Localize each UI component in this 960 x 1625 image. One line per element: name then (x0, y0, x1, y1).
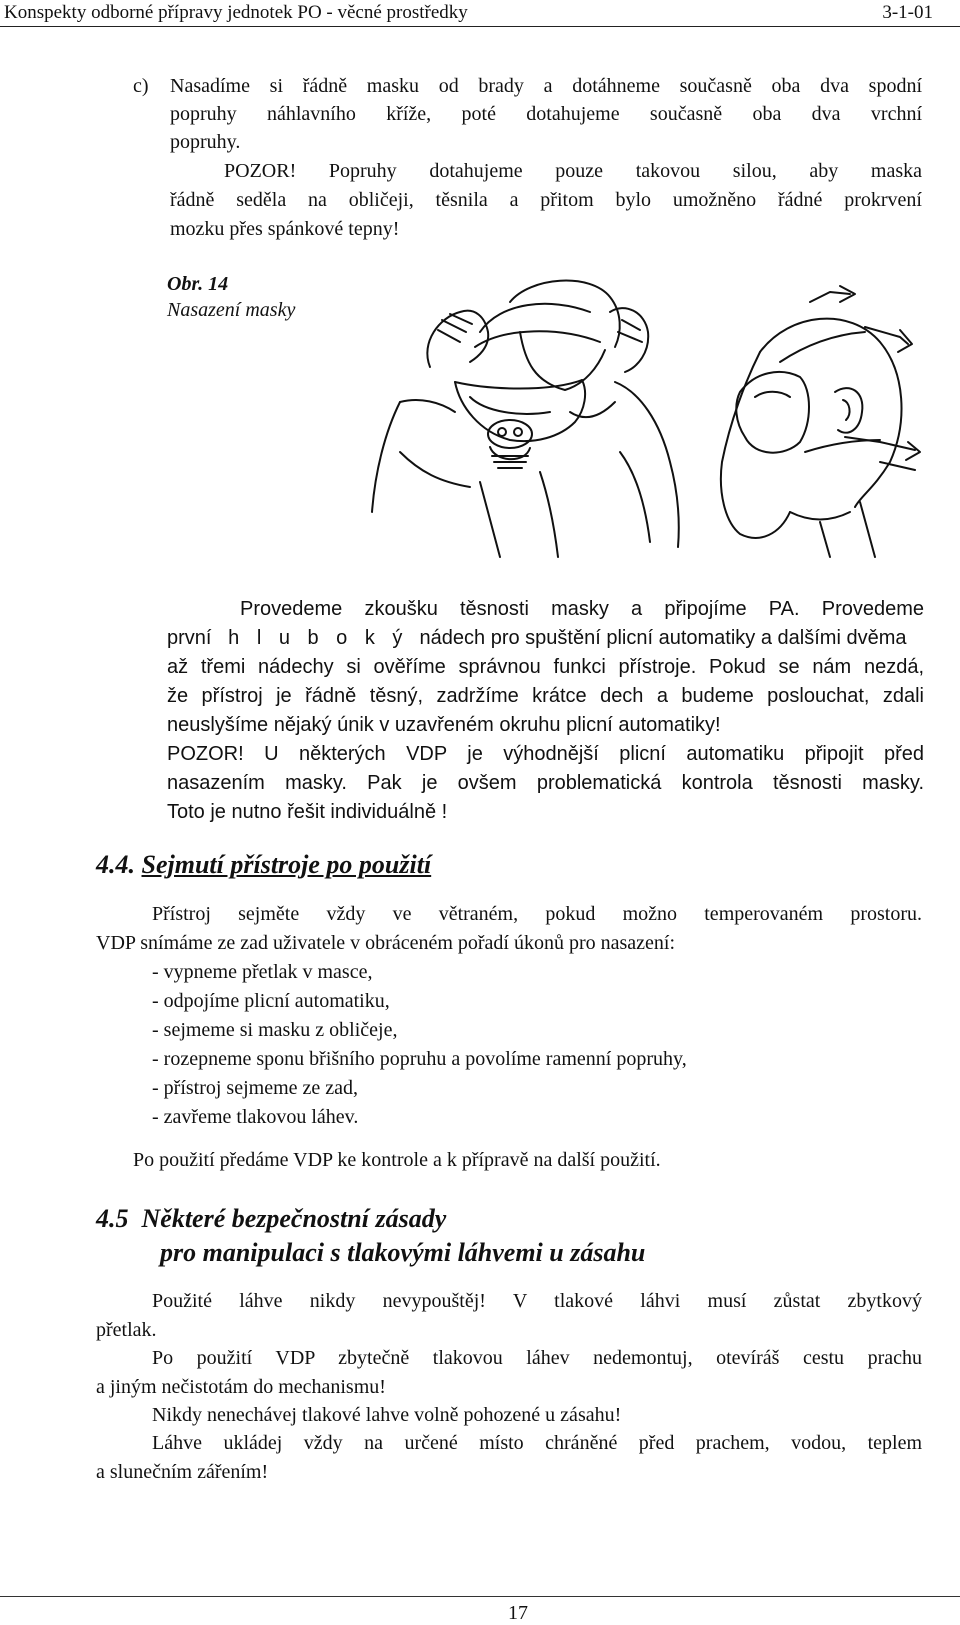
section-4-4-intro-2: VDP snímáme ze zad uživatele v obráceném pořadí úkonů pro nasazení: (96, 932, 676, 954)
leak-test-line-3: až třemi nádechy si ověříme správnou funkci přístroje. Pokud se nám nezdá, (167, 656, 924, 678)
section-4-4-heading (96, 848, 431, 882)
list-item: - vypneme přetlak v masce, (152, 961, 373, 983)
list-item: - sejmeme si masku z obličeje, (152, 1019, 398, 1041)
leak-test-line-6: POZOR! U některých VDP je výhodnější plicní automatiku připojit před (167, 743, 924, 765)
mask-donning-illustration (360, 272, 930, 562)
list-item: - odpojíme plicní automatiku, (152, 990, 390, 1012)
spaced-word-deep: h l u b o k ý (228, 627, 409, 649)
leak-test-line-5: neuslyšíme nějaký únik v uzavřeném okruhu plicní automatiky! (167, 714, 721, 736)
figure-label: Obr. 14 (167, 273, 229, 295)
item-c-line-2: popruhy náhlavního kříže, poté dotahujeme současně oba dva vrchní (170, 103, 922, 125)
figure-caption: Nasazení masky (167, 299, 296, 321)
warning-line-3: mozku přes spánkové tepny! (170, 218, 400, 240)
section-number: 4.4. (96, 850, 135, 879)
item-marker: c) (133, 75, 149, 97)
item-c-line-1: Nasadíme si řádně masku od brady a dotáhneme současně oba dva spodní (170, 75, 922, 97)
rule-4-line-1: Láhve ukládej vždy na určené místo chráněné před prachem, vodou, teplem (152, 1432, 922, 1454)
running-header-title: Konspekty odborné přípravy jednotek PO - věcné prostředky (4, 2, 468, 23)
list-item: - přístroj sejmeme ze zad, (152, 1077, 359, 1099)
leak-test-line-2 (167, 624, 924, 653)
header-rule (0, 26, 960, 27)
warning-line-1: POZOR! Popruhy dotahujeme pouze takovou silou, aby maska (224, 160, 922, 182)
section-4-5-heading-line-2: pro manipulaci s tlakovými láhvemi u zásahu (160, 1238, 646, 1267)
page-number: 17 (508, 1602, 528, 1624)
section-4-4-closing: Po použití předáme VDP ke kontrole a k přípravě na další použití. (133, 1149, 661, 1171)
leak-test-line-4: že přístroj je řádně těsný, zadržíme krátce dech a budeme poslouchat, zdali (167, 685, 924, 707)
footer-rule (0, 1596, 960, 1597)
section-number: 4.5 (96, 1204, 129, 1233)
leak-test-line-1: Provedeme zkoušku těsnosti masky a připojíme PA. Provedeme (240, 598, 924, 620)
leak-test-line-7: nasazením masky. Pak je ovšem problematická kontrola těsnosti masky. (167, 772, 924, 794)
rule-1-line-1: Použité láhve nikdy nevypouštěj! V tlakové láhvi musí zůstat zbytkový (152, 1290, 922, 1312)
list-item: - zavřeme tlakovou láhev. (152, 1106, 359, 1128)
section-4-4-intro-1: Přístroj sejměte vždy ve větraném, pokud možno temperovaném prostoru. (152, 903, 922, 925)
section-title-line-1: Některé bezpečnostní zásady (141, 1204, 447, 1233)
rule-4-line-2: a slunečním zářením! (96, 1461, 269, 1483)
item-c-line-3: popruhy. (170, 131, 241, 153)
running-header-code: 3-1-01 (882, 2, 933, 23)
rule-2-line-2: a jiným nečistotám do mechanismu! (96, 1376, 386, 1398)
list-item: - rozepneme sponu břišního popruhu a povolíme ramenní popruhy, (152, 1048, 687, 1070)
leak-test-line-8: Toto je nutno řešit individuálně ! (167, 801, 448, 823)
rule-3-line-1: Nikdy nenechávej tlakové lahve volně pohozené u zásahu! (152, 1404, 622, 1426)
mask-side-view-drawing (721, 286, 920, 557)
rule-2-line-1: Po použití VDP zbytečně tlakovou láhev nedemontuj, otevíráš cestu prachu (152, 1347, 922, 1369)
person-donning-mask-drawing (372, 281, 679, 557)
removal-steps-list (152, 958, 687, 1132)
first-word: první (167, 627, 212, 649)
rule-1-line-2: přetlak. (96, 1319, 157, 1341)
section-title: Sejmutí přístroje po použití (141, 850, 432, 879)
leak-test-line-2-rest: nádech pro spuštění plicní automatiky a dalšími dvěma (419, 627, 907, 649)
section-4-5-heading (96, 1202, 446, 1236)
warning-line-2: řádně seděla na obličeji, těsnila a přitom bylo umožněno řádné prokrvení (170, 189, 922, 211)
